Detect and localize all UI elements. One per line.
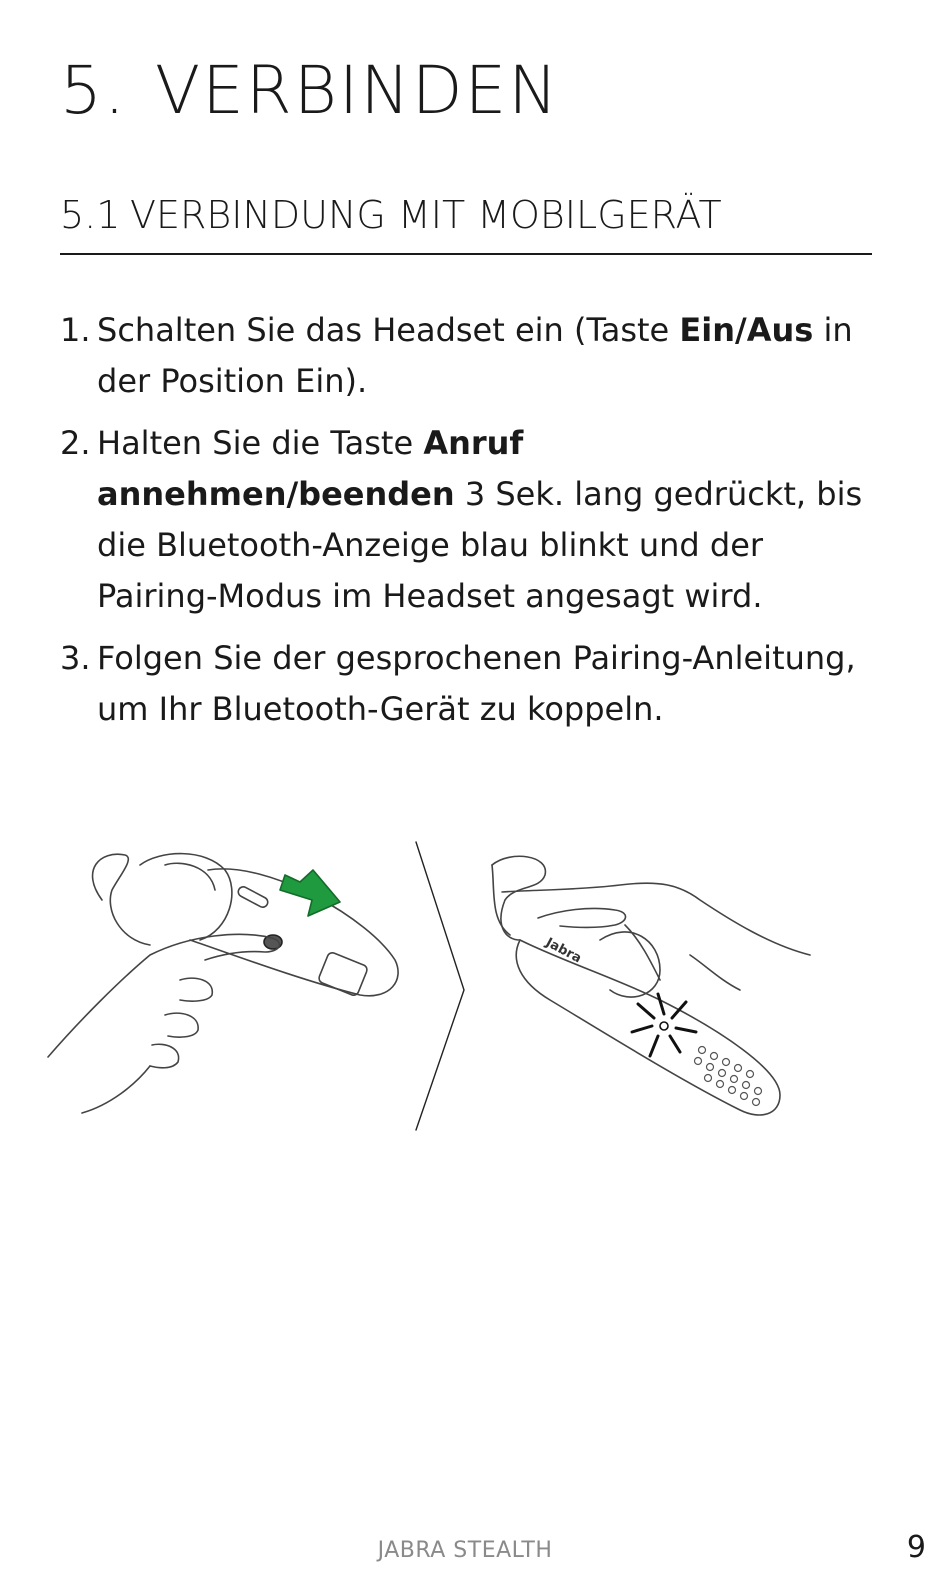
step-number: 2. [60, 424, 91, 462]
step-divider-chevron [416, 842, 464, 1130]
footer-product-name: JABRA STEALTH [377, 1538, 553, 1563]
chapter-title: VERBINDEN [155, 52, 560, 129]
step-text: in der Position Ein). [97, 311, 853, 400]
slide-direction-arrow [280, 870, 340, 916]
page-number: 9 [906, 1530, 926, 1565]
list-item [60, 633, 870, 735]
chapter-number: 5. [60, 52, 127, 129]
pairing-illustration [40, 830, 830, 1140]
step-text: Schalten Sie das Headset ein (Taste [97, 311, 680, 349]
step-text: Halten Sie die Taste [97, 424, 424, 462]
list-item [60, 305, 870, 407]
section-title: VERBINDUNG MIT MOBILGERÄT [130, 193, 722, 237]
list-item [60, 418, 870, 622]
chapter-heading [60, 52, 560, 129]
button-name: Ein/Aus [679, 311, 814, 349]
step-number: 3. [60, 639, 91, 677]
button-name: Anruf annehmen/beenden [97, 424, 524, 513]
headset-pairing-illustration [492, 856, 810, 1115]
jabra-brand-label: Jabra [543, 935, 584, 967]
headset-power-switch-illustration [48, 854, 398, 1113]
step-number: 1. [60, 311, 91, 349]
instruction-list [60, 305, 870, 746]
section-divider [60, 253, 872, 255]
section-heading [60, 193, 722, 237]
section-number: 5.1 [60, 193, 121, 237]
blinking-led-icon [632, 994, 696, 1056]
step-text: Folgen Sie der gesprochenen Pairing-Anleitung, um Ihr Bluetooth-Gerät zu koppeln. [97, 639, 856, 728]
step-text: 3 Sek. lang gedrückt, bis die Bluetooth-Anzeige blau blinkt und der Pairing-Modus im Headset angesagt wird. [97, 475, 863, 615]
